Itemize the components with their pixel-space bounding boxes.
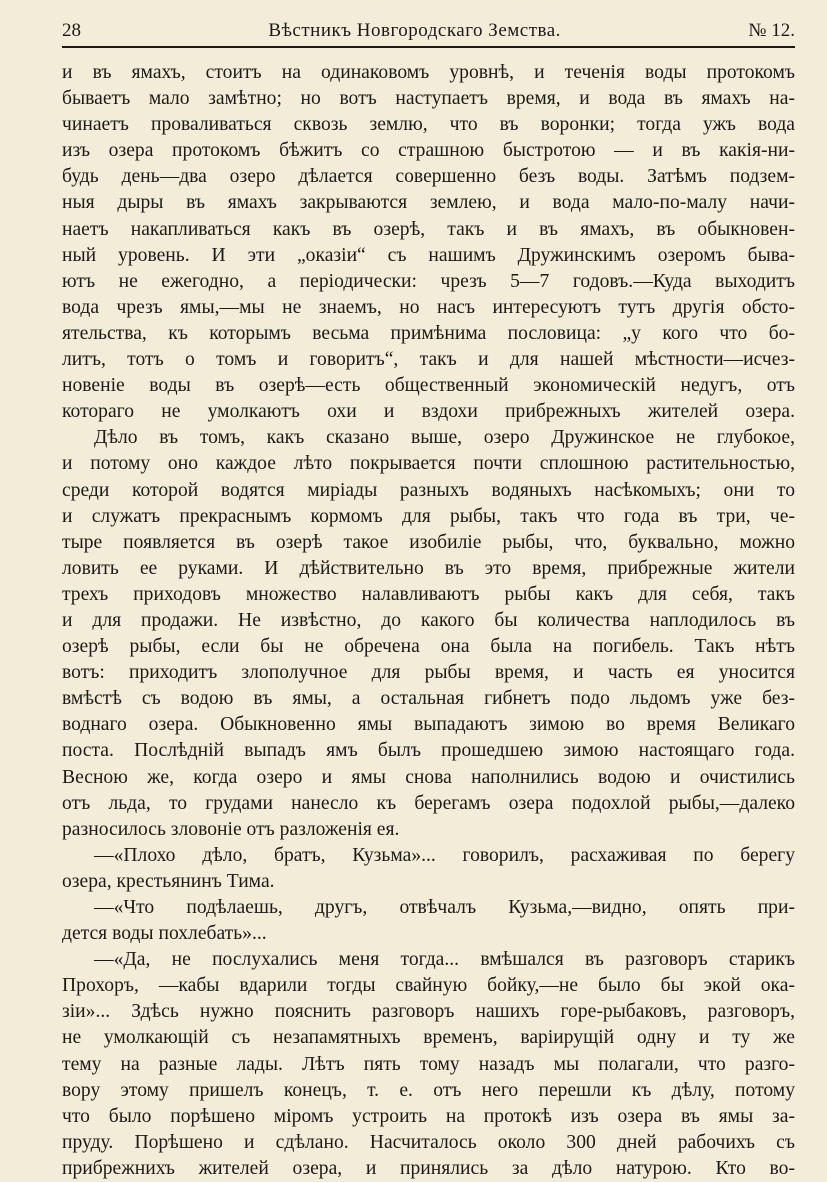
text-line: —«Плохо дѣло, братъ, Кузьма»... говорилъ, расхаживая по берегу [94,844,795,866]
text-line: ловить ее руками. И дѣйствительно въ это время, прибрежные жители [62,557,795,579]
page-number: 28 [62,20,81,41]
text-line: прибрежнихъ жителей озера, и принялись за дѣло натурою. Кто во- [62,1157,795,1179]
text-line: и потому оно каждое лѣто покрывается почти сплошною растительностью, [62,453,795,475]
text-line: озерѣ рыбы, если бы не обречена она была на погибель. Такъ нѣтъ [62,636,795,658]
text-line: Прохоръ, —кабы вдарили тогды свайную бойку,—не было бы экой ока- [62,975,795,997]
text-line: вору этому пришелъ конецъ, т. е. отъ него перешли къ дѣлу, потому [62,1079,795,1101]
text-line: бываетъ мало замѣтно; но вотъ наступаетъ время, и вода въ ямахъ на- [62,88,795,110]
text-line: чинаетъ проваливаться сквозь землю, что въ воронки; тогда ужъ вода [62,114,795,136]
text-line: новеніе воды въ озерѣ—есть общественный экономическій недугъ, отъ [62,375,795,397]
text-line: вода чрезъ ямы,—мы не знаемъ, но насъ интересуютъ тутъ другія обсто- [62,296,795,318]
text-line: и для продажи. Не извѣстно, до какого бы количества наплодилось въ [62,609,795,631]
text-line: —«Что подѣлаешь, другъ, отвѣчалъ Кузьма,—видно, опять при- [94,897,795,918]
text-line: ный уровень. И эти „оказіи“ съ нашимъ Дружинскимъ озеромъ быва- [62,244,795,266]
text-line: что было порѣшено міромъ устроить на протокѣ изъ озера въ ямы за- [62,1105,795,1127]
running-header [62,20,795,48]
text-line: Весною же, когда озеро и ямы снова наполнились водою и очистились [62,766,795,788]
issue-number: № 12. [748,20,795,41]
text-line: озера, крестьянинъ Тима. [62,870,275,892]
text-line: ютъ не ежегодно, а періодически: чрезъ 5—7 годовъ.—Куда выходитъ [62,270,795,292]
text-line: ныя дыры въ ямахъ закрываются землею, и вода мало-по-малу начи- [62,192,795,214]
text-line: тыре появляется въ озерѣ такое изобиліе рыбы, что, буквально, можно [62,531,795,553]
text-line: —«Да, не послухались меня тогда... вмѣшался въ разговоръ старикъ [94,949,795,971]
text-line: разносилось зловоніе отъ разложенія ея. [62,818,400,840]
text-line: ятельства, къ которымъ весьма примѣнима пословица: „у кого что бо- [62,322,795,344]
text-line: вмѣстѣ съ водою въ ямы, а остальная гибнетъ подо льдомъ уже без- [62,688,795,710]
text-line: поста. Послѣдній выпадъ ямъ былъ прошедшею зимою настоящаго года. [62,740,795,762]
text-line: и въ ямахъ, стоитъ на одинаковомъ уровнѣ, и теченія воды протокомъ [62,62,795,83]
text-line: изъ озера протокомъ бѣжитъ со страшною быстротою — и въ какія-ни- [62,140,795,162]
text-line: трехъ приходовъ множество налавливаютъ рыбы какъ для себя, такъ [62,583,795,605]
text-line: среди которой водятся миріады разныхъ водяныхъ насѣкомыхъ; они то [62,479,795,501]
text-line: и служатъ прекраснымъ кормомъ для рыбы, такъ что года въ три, че- [62,505,795,527]
text-line: дется воды похлебать»... [62,923,267,945]
article-body [62,60,795,1182]
text-line: тему на разные лады. Лѣтъ пять тому назадъ мы полагали, что разго- [62,1053,795,1075]
text-line: Дѣло въ томъ, какъ сказано выше, озеро Дружинское не глубокое, [94,427,795,449]
text-line: котораго не умолкаютъ охи и вздохи прибрежныхъ жителей озера. [62,401,795,423]
text-line: пруду. Порѣшено и сдѣлано. Насчиталось около 300 дней рабочихъ съ [62,1131,795,1153]
text-line: наетъ накапливаться какъ въ озерѣ, такъ и въ ямахъ, въ обыкновен- [62,218,795,240]
text-line: вотъ: приходитъ злополучное для рыбы время, и часть ея уносится [62,662,795,684]
text-line: будь день—два озеро дѣлается совершенно безъ воды. Затѣмъ подзем- [62,166,795,188]
text-line: литъ, тотъ о томъ и говоритъ“, такъ и для нашей мѣстности—исчез- [62,349,795,371]
journal-title: Вѣстникъ Новгородскаго Земства. [268,20,561,41]
text-line: отъ льда, то грудами нанесло къ берегамъ озера подохлой рыбы,—далеко [62,792,795,814]
text-line: не умолкающій съ незапамятныхъ временъ, варіирущій одну и ту же [62,1027,795,1049]
text-line: зіи»... Здѣсь нужно пояснить разговоръ нашихъ горе-рыбаковъ, разговоръ, [62,1001,795,1023]
text-line: воднаго озера. Обыкновенно ямы выпадаютъ зимою во время Великаго [62,714,795,736]
